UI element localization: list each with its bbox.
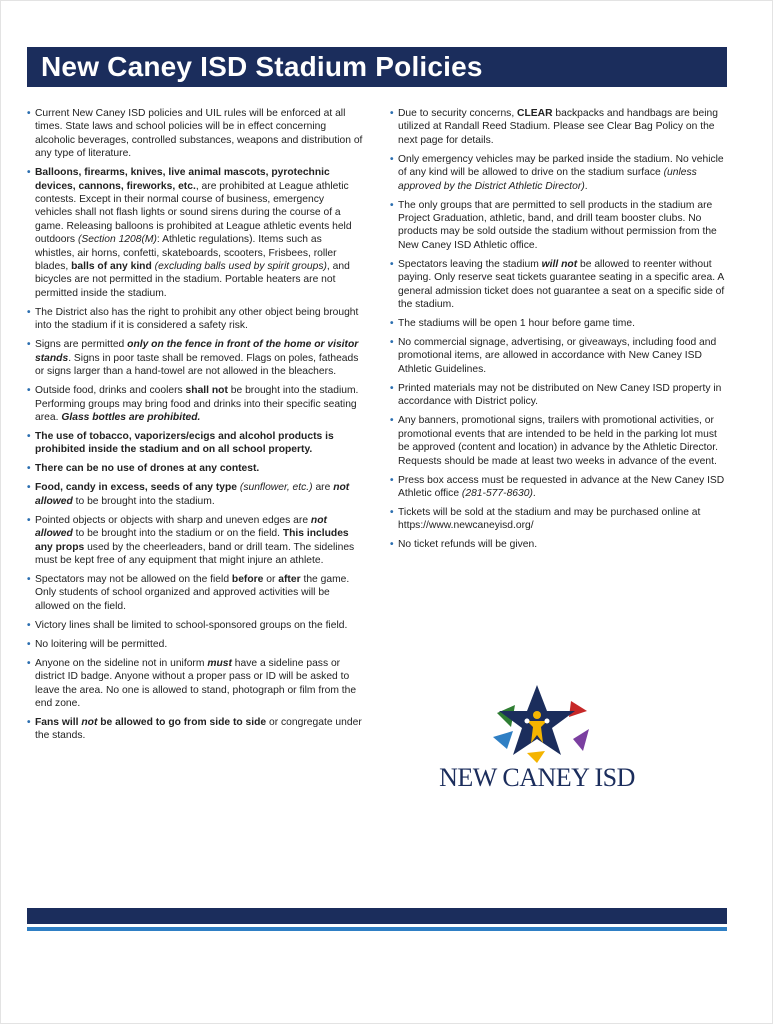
policy-item xyxy=(390,317,730,330)
policy-text: must xyxy=(207,657,232,669)
bullet-icon: • xyxy=(27,482,31,494)
policy-text: , are prohibited at League athletic contests. Except in their normal course of business, emergency vehicles shall not flash lights or sound sirens during the course of a game. Releasing balloons is prohibited at League athletic events held outdoors xyxy=(35,180,352,246)
policy-text: . xyxy=(532,487,536,499)
policy-text: the game. Only students of school organized and approved activities will be allowed on the field. xyxy=(35,573,350,612)
policy-text: Current New Caney ISD policies and UIL rules will be enforced at all times. State laws and school policies will be in effect concerning alcoholic beverages, controlled substances, weapons and distribution of any type of literature. xyxy=(35,108,363,160)
bullet-icon: • xyxy=(390,539,394,551)
policy-item xyxy=(27,306,363,333)
policy-text: Glass bottles are prohibited. xyxy=(61,411,201,423)
policy-text: : Athletic regulations). Items such as whistles, air horns, confetti, skateboards, scooters, Frisbees, roller blades, xyxy=(35,234,337,273)
policy-item xyxy=(27,107,363,161)
bullet-icon: • xyxy=(390,337,394,349)
policy-text: (excluding balls used by spirit groups) xyxy=(154,261,327,273)
policy-text: No loitering will be permitted. xyxy=(35,638,168,650)
policy-text: before xyxy=(231,573,264,585)
bullet-icon: • xyxy=(27,306,31,318)
policy-text: only on the fence in front of the home or visitor stands xyxy=(35,339,359,364)
policy-text: No ticket refunds will be given. xyxy=(398,539,538,551)
policy-item xyxy=(27,716,363,743)
policy-text: are xyxy=(312,482,334,494)
policy-text: , and bicycles are not permitted in the stadium. Portable heaters are not permitted inside the stadium. xyxy=(35,261,350,299)
title-banner xyxy=(27,47,727,87)
policy-text: (281-577-8630) xyxy=(461,487,533,499)
policy-text: Victory lines shall be limited to school-sponsored groups on the field. xyxy=(35,619,348,631)
policy-text: or xyxy=(263,573,279,585)
policy-text: Spectators leaving the stadium xyxy=(398,258,542,270)
bullet-icon: • xyxy=(390,108,394,119)
policy-text: used by the cheerleaders, band or drill team. The sidelines must be kept free of any equipment that might injure an athlete. xyxy=(35,541,355,566)
policy-text: have a sideline pass or district ID badge. Anyone without a proper pass or ID will be asked to leave the area. No one is allowed to stand, photograph or film from the end zone. xyxy=(35,657,357,709)
policy-item xyxy=(27,384,363,424)
policy-text: This includes any props xyxy=(35,528,349,553)
bullet-icon: • xyxy=(27,657,31,669)
policy-item xyxy=(27,481,363,508)
policy-text: Due to security concerns, xyxy=(398,108,518,119)
policy-text: (sunflower, etc.) xyxy=(239,482,313,494)
policy-text: Fans will xyxy=(35,716,82,728)
right-policy-column xyxy=(390,107,730,557)
policy-text: balls of any kind xyxy=(71,261,152,273)
policy-text: Only emergency vehicles may be parked inside the stadium. No vehicle of any kind will be allowed to drive on the stadium surface xyxy=(398,153,724,179)
policy-item xyxy=(27,430,363,457)
policy-item xyxy=(27,514,363,568)
policy-text: Anyone on the sideline not in uniform xyxy=(35,657,208,669)
bullet-icon: • xyxy=(390,318,394,330)
bullet-icon: • xyxy=(390,258,394,270)
policy-text: Spectators may not be allowed on the field xyxy=(35,573,232,585)
policy-text: Outside food, drinks and coolers xyxy=(35,385,186,397)
policy-text: There can be no use of drones at any contest. xyxy=(35,463,260,475)
policy-text: shall not xyxy=(185,385,228,397)
policy-text: Tickets will be sold at the stadium and may be purchased online at https://www.newcaneyisd.org/ xyxy=(398,506,701,532)
bullet-icon: • xyxy=(27,430,31,442)
policy-item xyxy=(390,538,730,551)
policy-text: be brought into the stadium. Performing groups may bring food and drinks into their specific seating area. xyxy=(35,385,359,423)
bullet-icon: • xyxy=(27,638,31,650)
policy-text: will not xyxy=(541,258,578,270)
policy-text: to be brought into the stadium. xyxy=(72,495,215,507)
logo-wordmark: NEW CANEY ISD xyxy=(439,763,635,792)
policy-text: . Signs in poor taste shall be removed. Flags on poles, fatheads or signs larger than a hand-towel are not allowed in the bleachers. xyxy=(35,352,359,378)
footer-bar-navy xyxy=(27,908,727,924)
policy-text: . xyxy=(584,180,588,192)
bullet-icon: • xyxy=(390,153,394,165)
bullet-icon: • xyxy=(390,415,394,427)
policy-item xyxy=(390,506,730,533)
policy-item xyxy=(390,414,730,468)
policy-text: backpacks and handbags are being utilized at Randall Reed Stadium. Please see Clear Bag Policy on the next page for details. xyxy=(398,108,718,146)
policy-text: to be brought into the stadium or on the field. xyxy=(72,528,283,540)
policy-text: or congregate under the stands. xyxy=(35,716,362,742)
policy-item xyxy=(390,474,730,501)
policy-text: Printed materials may not be distributed on New Caney ISD property in accordance with District policy. xyxy=(398,382,722,408)
policy-item xyxy=(27,657,363,711)
bullet-icon: • xyxy=(390,474,394,486)
bullet-icon: • xyxy=(27,514,31,526)
policy-item xyxy=(390,199,730,253)
policy-text: be allowed to reenter without paying. Only reserve seat tickets guarantee seating in a specific area. A general admission ticket does not guarantee a seat on a specific side of the stadium. xyxy=(398,258,725,311)
bullet-icon: • xyxy=(27,463,31,475)
policy-text: The use of tobacco, vaporizers/ecigs and alcohol products is prohibited inside the stadium and on all school property. xyxy=(35,430,334,456)
bullet-icon: • xyxy=(27,167,31,179)
policy-item xyxy=(27,338,363,378)
star-logo-icon xyxy=(424,683,650,763)
policy-text: The stadiums will be open 1 hour before game time. xyxy=(398,318,635,330)
bullet-icon: • xyxy=(27,619,31,631)
bullet-icon: • xyxy=(27,339,31,351)
policy-item xyxy=(27,573,363,613)
policy-text: Pointed objects or objects with sharp and uneven edges are xyxy=(35,514,311,526)
policy-item xyxy=(27,619,363,632)
bullet-icon: • xyxy=(390,199,394,211)
policy-text: (Section 1208(M) xyxy=(77,234,157,246)
policy-text: CLEAR xyxy=(517,108,553,119)
policy-item xyxy=(390,153,730,193)
policy-text: No commercial signage, advertising, or giveaways, including food and promotional items, are allowed in accordance with New Caney ISD Athletic Guidelines. xyxy=(398,337,717,375)
policy-text: (unless approved by the District Athletic Director) xyxy=(398,167,697,192)
policy-text: Any banners, promotional signs, trailers with promotional activities, or promotional events that are intended to be held in the parking lot must be approved (content and location) in advance by the Athletic Director. Requests should be made at least two weeks in advance of the event. xyxy=(398,415,718,467)
policy-text: Signs are permitted xyxy=(35,339,128,351)
bullet-icon: • xyxy=(27,716,31,728)
bullet-icon: • xyxy=(390,382,394,394)
footer-bar-blue xyxy=(27,927,727,931)
policy-text: not allowed xyxy=(35,482,350,507)
policy-text: Food, candy in excess, seeds of any type xyxy=(35,482,238,494)
policy-text: The District also has the right to prohibit any other object being brought into the stadium if it is considered a safety risk. xyxy=(35,306,359,332)
policy-text: Press box access must be requested in advance at the New Caney ISD Athletic office xyxy=(398,474,725,499)
district-logo xyxy=(424,683,650,798)
policy-text: The only groups that are permitted to sell products in the stadium are Project Graduation, athletic, band, and drill team booster clubs. No products may be sold outside the stadium without permission from the New Caney ISD Athletic office. xyxy=(398,199,717,251)
policy-text: not xyxy=(81,716,98,728)
policy-item xyxy=(390,382,730,409)
policy-text: after xyxy=(278,573,301,585)
policy-item xyxy=(27,462,363,475)
left-policy-column xyxy=(27,107,363,748)
policy-item xyxy=(27,166,363,300)
page-title: New Caney ISD Stadium Policies xyxy=(41,51,483,82)
policy-item xyxy=(390,107,730,147)
policy-text: not allowed xyxy=(35,514,327,540)
policy-text: Balloons, firearms, knives, live animal mascots, pyrotechnic devices, cannons, fireworks, etc. xyxy=(35,167,330,192)
policy-item xyxy=(390,336,730,376)
policy-item xyxy=(390,258,730,312)
bullet-icon: • xyxy=(27,108,31,119)
bullet-icon: • xyxy=(27,573,31,585)
policy-text: be allowed to go from side to side xyxy=(97,716,267,728)
bullet-icon: • xyxy=(27,385,31,397)
bullet-icon: • xyxy=(390,506,394,518)
policy-item xyxy=(27,638,363,651)
